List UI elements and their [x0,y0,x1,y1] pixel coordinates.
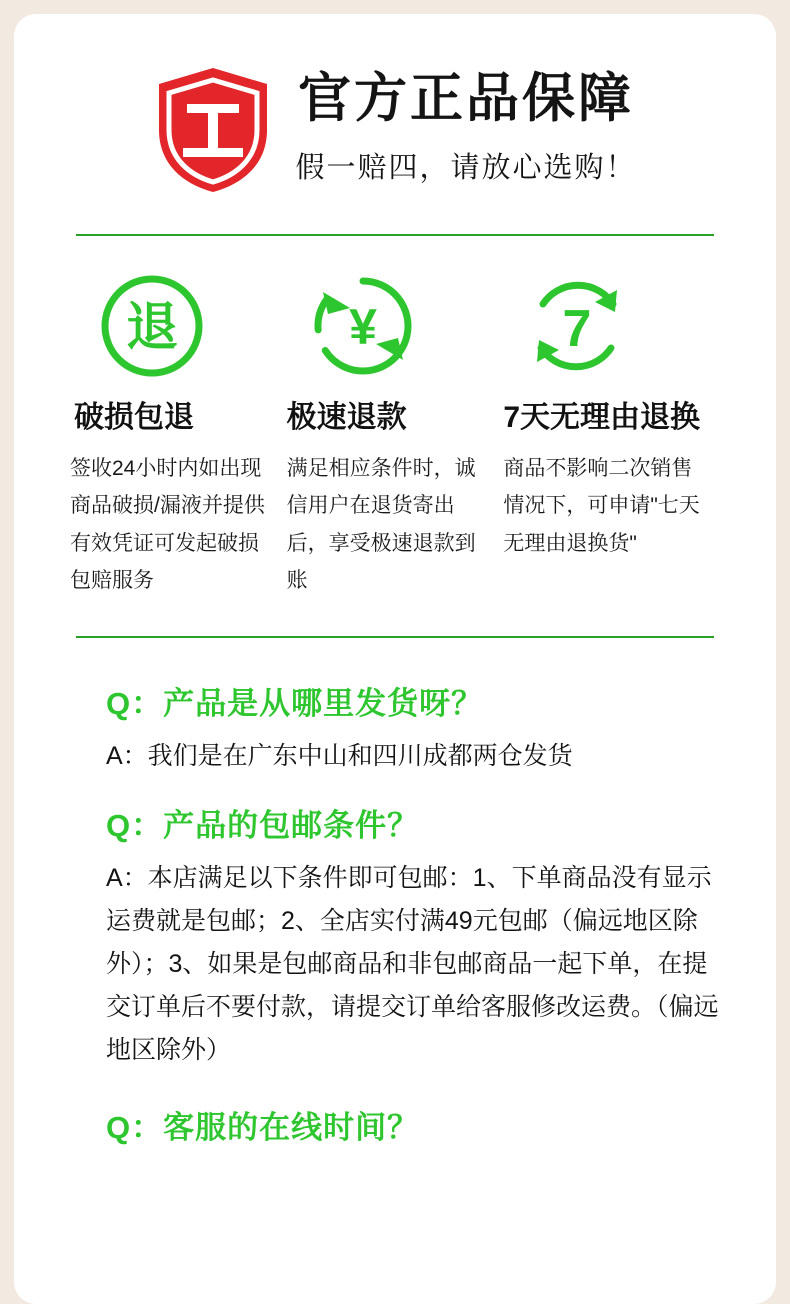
faq-question: Q：客服的在线时间？ [106,1110,420,1146]
faq-item [70,682,720,778]
faq-item [70,1106,720,1149]
service-desc: 商品不影响二次销售情况下，可申请"七天无理由退换货" [503,457,700,555]
seven-day-return-icon [503,270,710,382]
service-title: 极速退款 [286,401,407,434]
header [14,14,776,194]
svg-text:退: 退 [125,299,179,357]
info-card [14,14,776,1304]
svg-text:7: 7 [562,300,592,358]
faq-answer: A：我们是在广东中山和四川成都两仓发货 [106,741,573,770]
faq-section [14,638,776,1150]
page-subtitle: 假一赔四，请放心选购！ [295,151,637,184]
service-desc: 签收24小时内如出现商品破损/漏液并提供有效凭证可发起破损包赔服务 [70,457,265,593]
service-item-fast-refund [287,270,504,600]
return-circle-icon [70,270,277,382]
service-title: 破损包退 [74,401,194,434]
header-texts [295,68,636,186]
faq-question: Q：产品的包邮条件？ [106,807,420,843]
service-title: 7天无理由退换 [503,401,701,434]
faq-answer: A：本店满足以下条件即可包邮：1、下单商品没有显示运费就是包邮；2、全店实付满49元包邮（偏远地区除外）；3、如果是包邮商品和非包邮商品一起下单，在提交订单后不要付款，请提交订单给客服修改运费。（偏远地区除外） [106,864,719,1065]
authentic-shield-icon [153,66,273,194]
service-list [14,236,776,600]
page-title: 官方正品保障 [297,69,634,128]
service-desc: 满足相应条件时，诚信用户在退货寄出后，享受极速退款到账 [286,457,476,593]
faq-question: Q：产品是从哪里发货呀？ [106,685,484,721]
refund-yuan-icon [287,270,494,382]
svg-text:¥: ¥ [348,299,377,355]
service-item-broken-return [70,270,287,600]
faq-item [70,804,720,1072]
service-item-seven-day-return [503,270,720,600]
